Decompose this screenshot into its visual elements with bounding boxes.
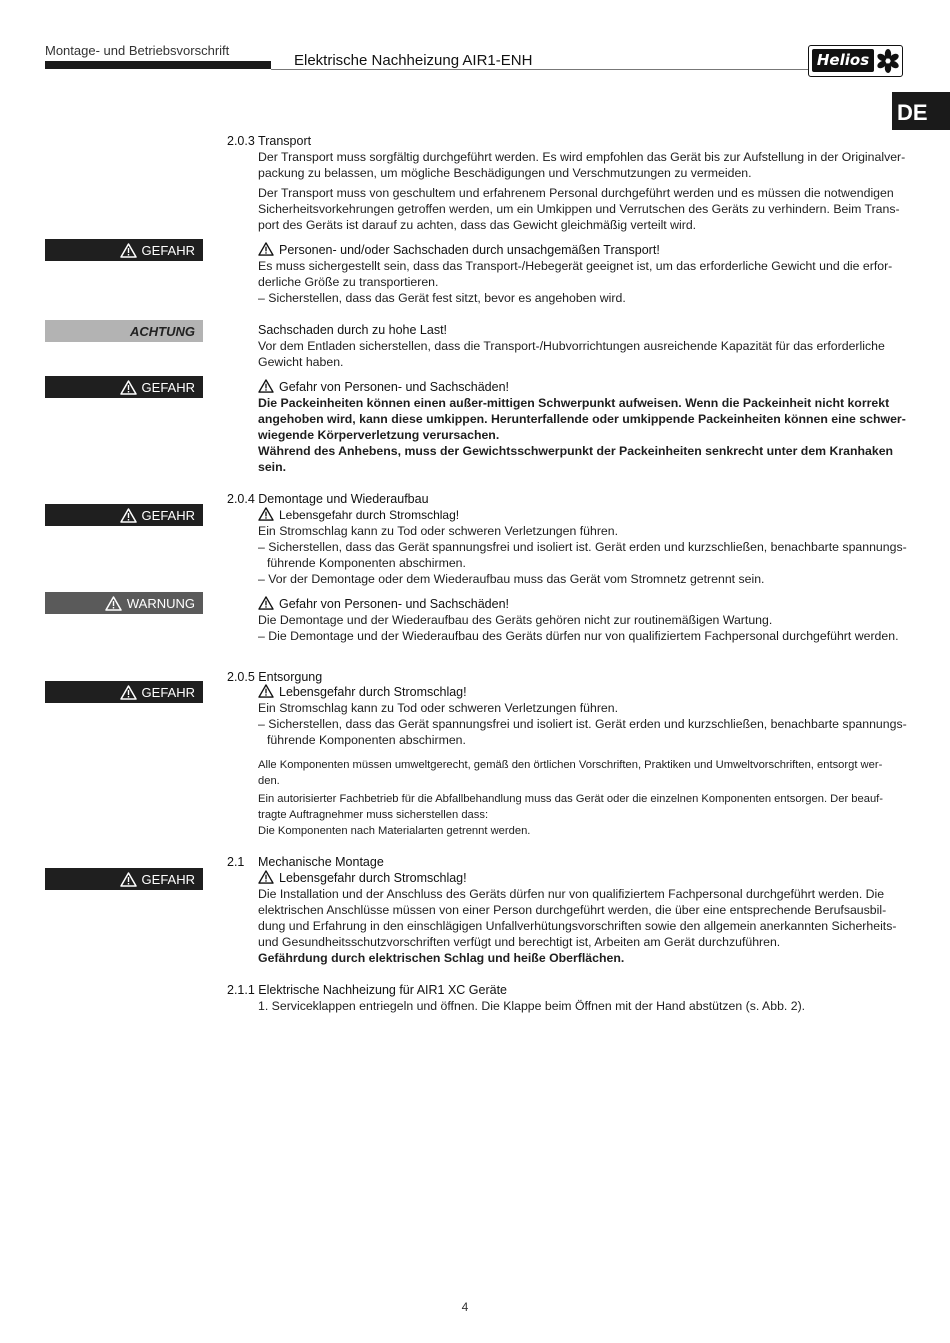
warning-triangle-icon <box>258 507 274 521</box>
bullet-continuation: führende Komponenten abschirmen. <box>267 556 466 570</box>
text-line: Es muss sichergestellt sein, dass das Transport-/Hebegerät geeignet ist, um das erforderliche Gewicht und die erfor- <box>258 259 893 273</box>
warning-triangle-icon <box>120 243 137 258</box>
text-line: Die Komponenten nach Materialarten getrennt werden. <box>258 825 531 837</box>
warning-triangle-icon <box>258 684 274 698</box>
danger-notice <box>258 242 892 306</box>
notice-title-text: Gefahr von Personen- und Sachschäden! <box>279 597 510 611</box>
danger-notice <box>258 507 907 587</box>
danger-label-text: GEFAHR <box>141 507 195 523</box>
notice-title-text: Lebensgefahr durch Stromschlag! <box>279 685 467 699</box>
helios-logo <box>808 45 903 77</box>
danger-label-text: GEFAHR <box>141 684 195 700</box>
attention-label-text: ACHTUNG <box>130 323 195 339</box>
section-heading-transport: 2.0.3 Transport <box>227 134 312 148</box>
text-line: Gefährdung durch elektrischen Schlag und heiße Oberflächen. <box>258 951 625 965</box>
bullet-line: – Die Demontage und der Wiederaufbau des Geräts dürfen nur von qualifiziertem Fachpersonal durchgeführt werden. <box>258 629 899 643</box>
text-line: Ein autorisierter Fachbetrieb für die Abfallbehandlung muss das Gerät oder die einzelnen Komponenten entsorgen. Der beauf- <box>258 793 884 805</box>
text-line: Die Packeinheiten können einen außer-mittigen Schwerpunkt aufweisen. Wenn die Packeinheit nicht korrekt <box>258 396 890 410</box>
text-line: port des Geräts ist darauf zu achten, dass das Gewicht gleichmäßig verteilt wird. <box>258 218 697 232</box>
language-tab: DE <box>892 92 950 130</box>
warning-triangle-icon <box>258 596 274 610</box>
warning-notice <box>258 596 898 644</box>
warning-triangle-icon <box>120 380 137 395</box>
warning-label <box>45 592 203 614</box>
danger-notice <box>258 870 896 966</box>
danger-label-text: GEFAHR <box>141 871 195 887</box>
danger-label-text: GEFAHR <box>141 379 195 395</box>
danger-label <box>45 504 203 526</box>
danger-label <box>45 681 203 703</box>
text-line: Der Transport muss sorgfältig durchgeführt werden. Es wird empfohlen das Gerät bis zur Aufstellung in der Originalver- <box>258 150 906 164</box>
header-bar <box>45 61 271 69</box>
danger-label <box>45 868 203 890</box>
notice-title <box>258 379 906 395</box>
warning-triangle-icon <box>258 379 274 393</box>
section-heading-disposal: 2.0.5 Entsorgung <box>227 670 323 684</box>
text-line: Ein Stromschlag kann zu Tod oder schweren Verletzungen führen. <box>258 701 619 715</box>
notice-title: Sachschaden durch zu hohe Last! <box>258 323 448 337</box>
notice-title-text: Personen- und/oder Sachschaden durch unsachgemäßen Transport! <box>279 243 660 257</box>
text-line: Die Demontage und der Wiederaufbau des Geräts gehören nicht zur routinemäßigen Wartung. <box>258 613 773 627</box>
section-heading-disassembly: 2.0.4 Demontage und Wiederaufbau <box>227 492 429 506</box>
warning-label-text: WARNUNG <box>126 595 195 611</box>
text-line: Während des Anhebens, muss der Gewichtsschwerpunkt der Packeinheiten senkrecht unter dem Kranhaken <box>258 444 894 458</box>
danger-notice <box>258 379 906 475</box>
bullet-line: – Sicherstellen, dass das Gerät fest sitzt, bevor es angehoben wird. <box>258 291 626 305</box>
text-line: derliche Größe zu transportieren. <box>258 275 439 289</box>
bullet-continuation: führende Komponenten abschirmen. <box>267 733 466 747</box>
notice-title <box>258 596 898 612</box>
text-line: Ein Stromschlag kann zu Tod oder schweren Verletzungen führen. <box>258 524 619 538</box>
text-line: den. <box>258 775 280 787</box>
notice-title-text: Lebensgefahr durch Stromschlag! <box>279 508 460 522</box>
text-line: packung zu belassen, um mögliche Beschädigungen und Verschmutzungen zu vermeiden. <box>258 166 752 180</box>
notice-title <box>258 507 907 523</box>
paragraph <box>258 791 883 839</box>
text-line: Gewicht haben. <box>258 355 344 369</box>
section-number: 2.1 <box>227 855 245 869</box>
section-heading-electric-reheater: 2.1.1 Elektrische Nachheizung für AIR1 XC Geräte <box>227 983 508 997</box>
text-line: dung und Erfahrung in den einschlägigen Unfallverhütungsvorschriften sowie den allgemein anerkannten Sicherheits- <box>258 919 897 933</box>
paragraph <box>258 149 905 181</box>
document-title: Elektrische Nachheizung AIR1-ENH <box>294 52 533 69</box>
header-rule <box>271 69 809 70</box>
notice-title-text: Gefahr von Personen- und Sachschäden! <box>279 380 510 394</box>
attention-notice <box>258 322 885 370</box>
notice-title <box>258 684 907 700</box>
text-line: Sicherheitsvorkehrungen getroffen werden, um ein Umkippen und Verrutschen des Geräts zu verhindern. Beim Trans- <box>258 202 900 216</box>
attention-label <box>45 320 203 342</box>
paragraph <box>258 185 900 233</box>
warning-triangle-icon <box>120 872 137 887</box>
document-type: Montage- und Betriebsvorschrift <box>45 43 230 58</box>
warning-triangle-icon <box>258 242 274 256</box>
notice-title <box>258 242 892 258</box>
warning-triangle-icon <box>258 870 274 884</box>
notice-title-text: Lebensgefahr durch Stromschlag! <box>279 871 467 885</box>
danger-notice <box>258 684 907 748</box>
notice-title <box>258 870 896 886</box>
text-line: Der Transport muss von geschultem und erfahrenem Personal durchgeführt werden und es müssen die notwendigen <box>258 186 894 200</box>
text-line: tragte Auftragnehmer muss sicherstellen dass: <box>258 809 489 821</box>
fan-icon <box>875 48 901 74</box>
bullet-line: – Sicherstellen, dass das Gerät spannungsfrei und isoliert ist. Gerät erden und kurzschließen, benachbarte spannungs- <box>258 717 907 731</box>
text-line: und Gesundheitsschutzvorschriften verfügt und berechtigt ist, Arbeiten am Gerät durchzuführen. <box>258 935 781 949</box>
text-line: wiegende Körperverletzung verursachen. <box>258 428 500 442</box>
danger-label-text: GEFAHR <box>141 242 195 258</box>
bullet-line: – Vor der Demontage oder dem Wiederaufbau muss das Gerät vom Stromnetz getrennt sein. <box>258 572 765 586</box>
warning-triangle-icon <box>120 508 137 523</box>
text-line: angehoben wird, kann diese umkippen. Herunterfallende oder umkippende Packeinheiten können eine schwer- <box>258 412 906 426</box>
danger-label <box>45 376 203 398</box>
text-line: Vor dem Entladen sicherstellen, dass die Transport-/Hubvorrichtungen ausreichende Kapazität für das erforderliche <box>258 339 885 353</box>
text-line: Die Installation und der Anschluss des Geräts dürfen nur von qualifiziertem Fachpersonal durchgeführt werden. Die <box>258 887 885 901</box>
warning-triangle-icon <box>105 596 122 611</box>
page-number: 4 <box>461 1300 469 1314</box>
logo-text: Helios <box>812 49 874 72</box>
danger-label <box>45 239 203 261</box>
paragraph <box>258 757 882 789</box>
text-line: sein. <box>258 460 287 474</box>
text-line: Alle Komponenten müssen umweltgerecht, gemäß den örtlichen Vorschriften, Praktiken und Umweltvorschriften, entsorgt wer- <box>258 759 883 771</box>
step-1: 1. Serviceklappen entriegeln und öffnen. Die Klappe beim Öffnen mit der Hand abstützen (s. Abb. 2). <box>258 999 806 1013</box>
text-line: elektrischen Anschlüsse müssen von einer Person durchgeführt werden, die über eine entsprechende Berufsausbil- <box>258 903 887 917</box>
bullet-line: – Sicherstellen, dass das Gerät spannungsfrei und isoliert ist. Gerät erden und kurzschließen, benachbarte spannungs- <box>258 540 907 554</box>
section-heading-mechanical-mounting: Mechanische Montage <box>258 855 384 869</box>
warning-triangle-icon <box>120 685 137 700</box>
